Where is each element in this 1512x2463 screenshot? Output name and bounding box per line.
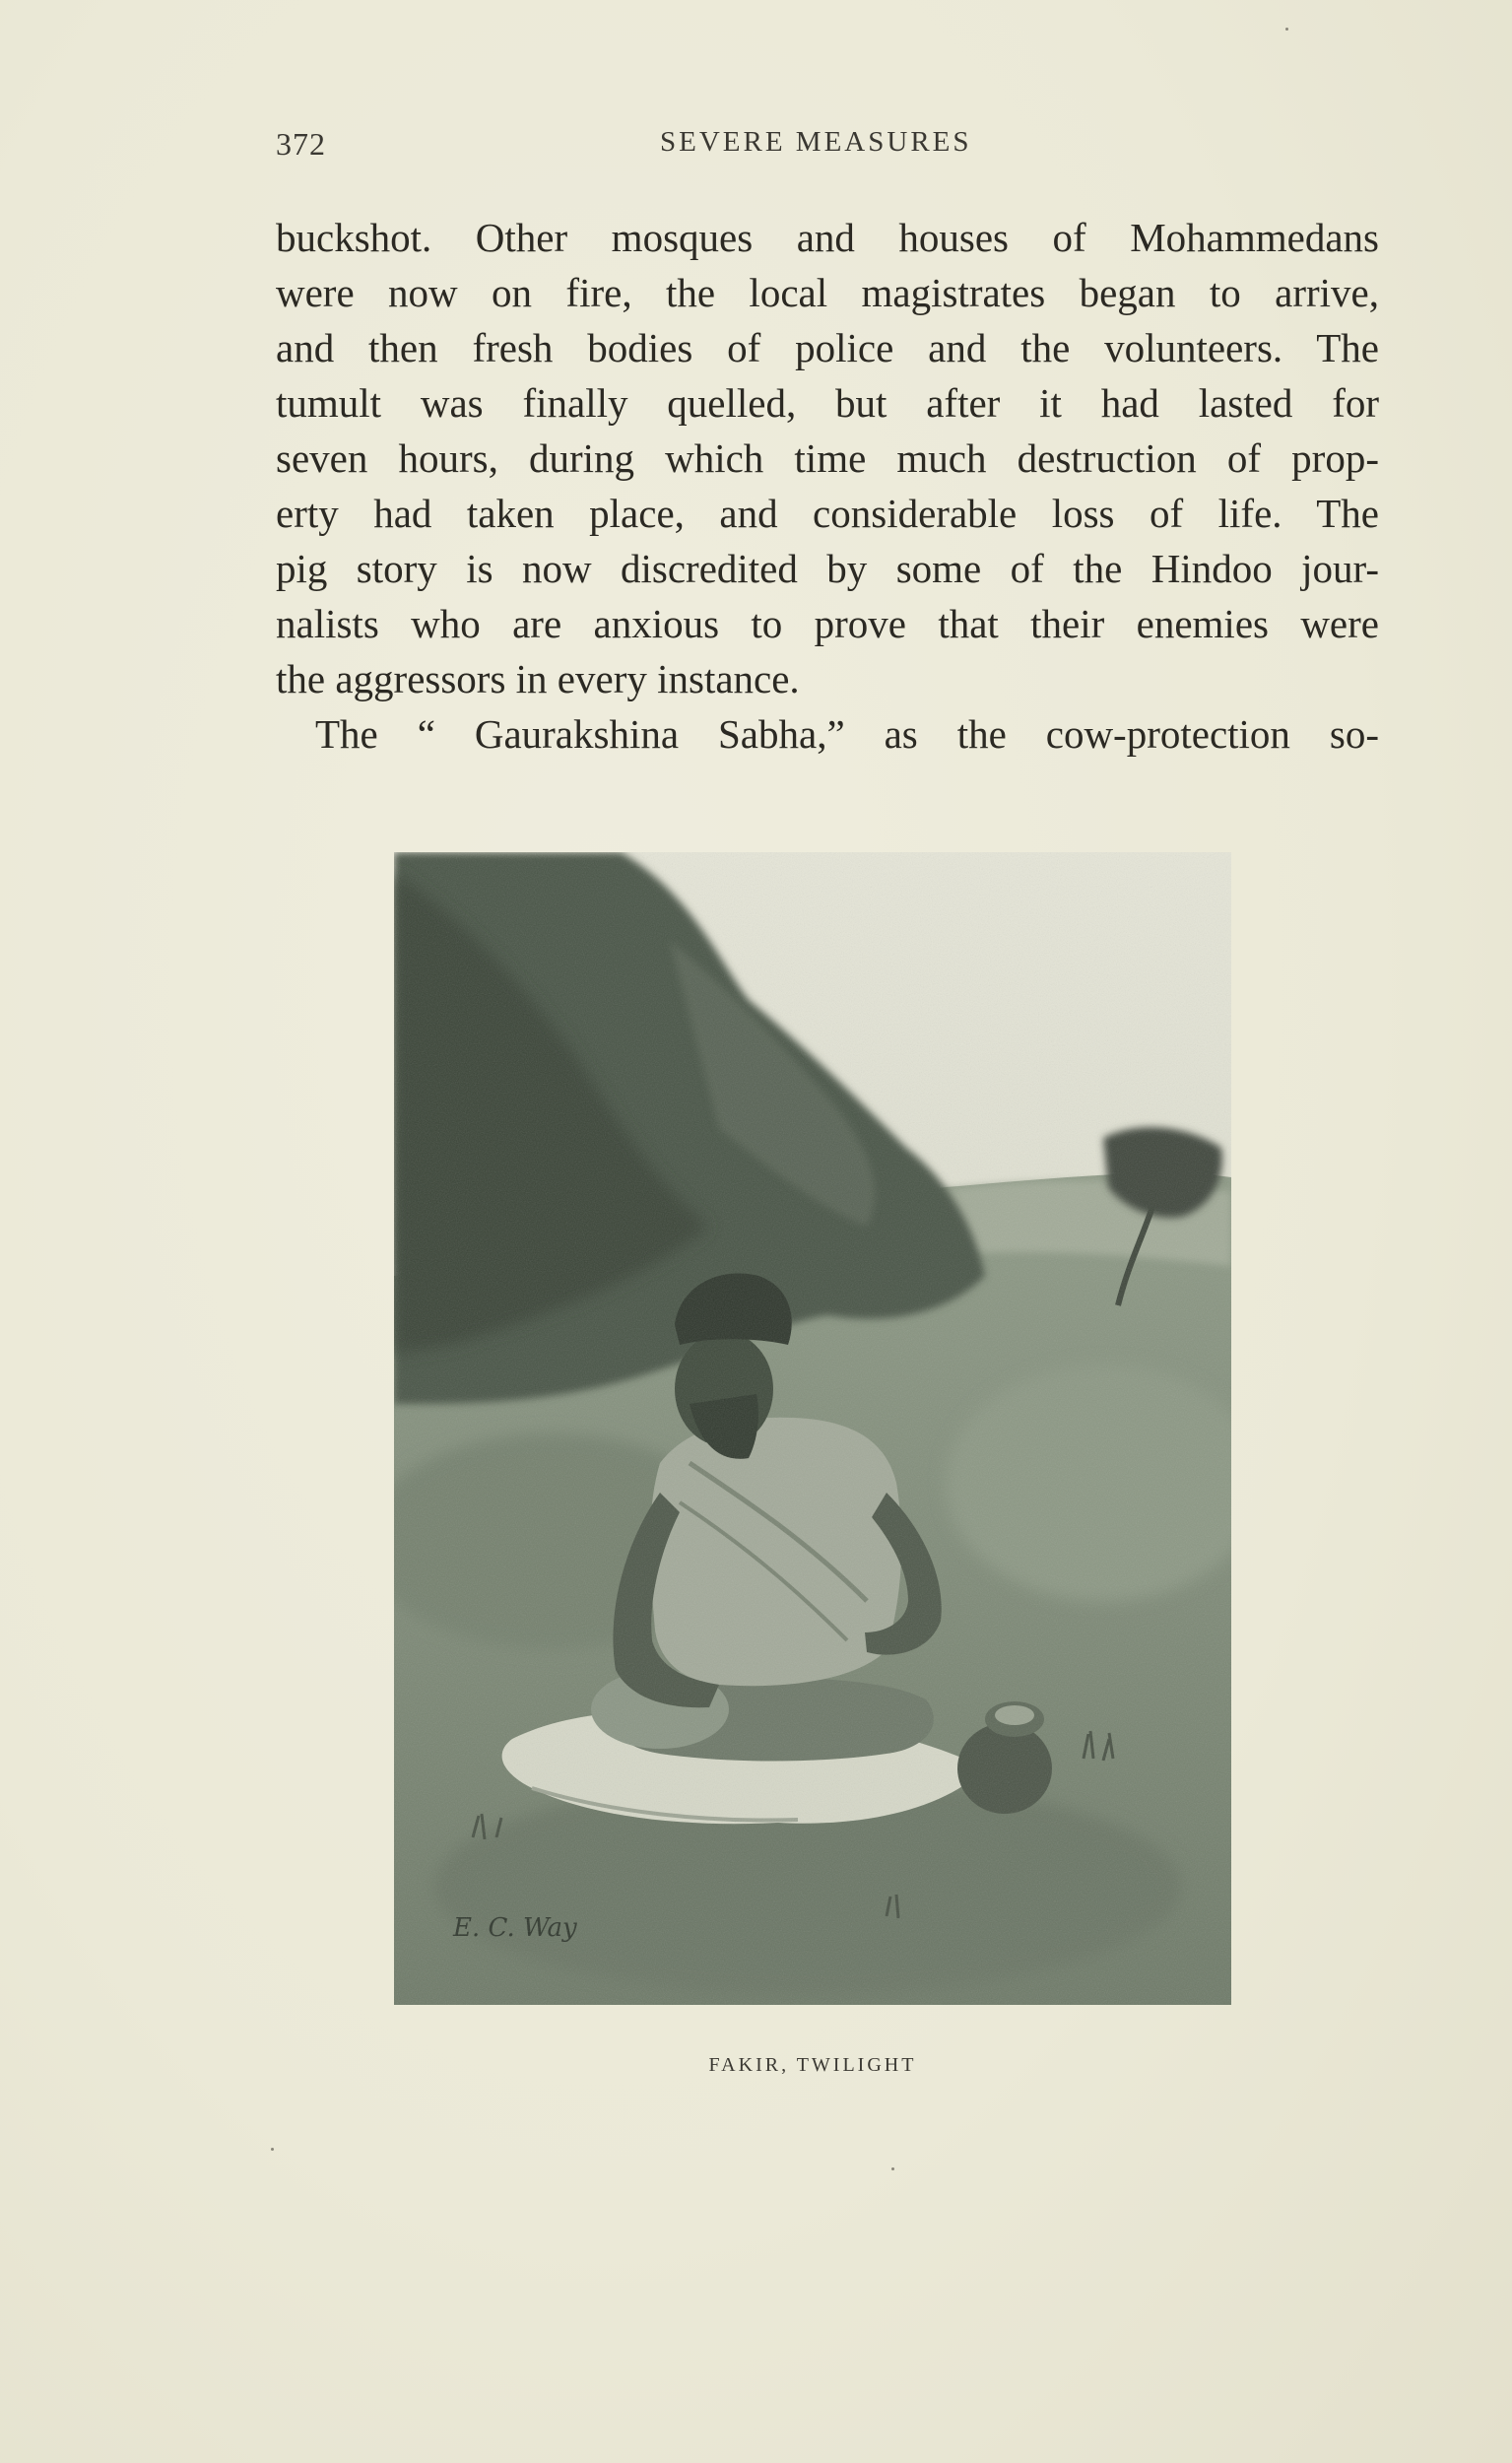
plate-caption: FAKIR, TWILIGHT xyxy=(708,2054,917,2076)
text-line: tumult was finally quelled, but after it had lasted for xyxy=(276,380,1379,426)
page-number: 372 xyxy=(276,126,326,162)
halftone-plate xyxy=(394,852,1231,2005)
text-line: buckshot. Other mosques and houses of Mohammedans xyxy=(276,215,1379,260)
text-line: nalists who are anxious to prove that their enemies were xyxy=(276,601,1379,646)
text-line: erty had taken place, and considerable loss of life. The xyxy=(276,491,1379,536)
text-line: pig story is now discredited by some of the Hindoo jour- xyxy=(276,546,1379,591)
paper-speck xyxy=(1285,28,1288,31)
text-line: The “ Gaurakshina Sabha,” as the cow-protection so- xyxy=(315,711,1379,757)
paper-speck xyxy=(271,2148,274,2151)
running-title: SEVERE MEASURES xyxy=(660,126,972,158)
text-line: were now on fire, the local magistrates began to arrive, xyxy=(276,270,1379,315)
text-line: seven hours, during which time much destruction of prop- xyxy=(276,435,1379,481)
fakir-illustration xyxy=(394,852,1231,2005)
text-line: the aggressors in every instance. xyxy=(276,656,800,701)
running-head xyxy=(276,126,1379,175)
paper-speck xyxy=(891,2167,894,2170)
text-line: and then fresh bodies of police and the volunteers. The xyxy=(276,325,1379,370)
body-text xyxy=(276,210,1379,762)
